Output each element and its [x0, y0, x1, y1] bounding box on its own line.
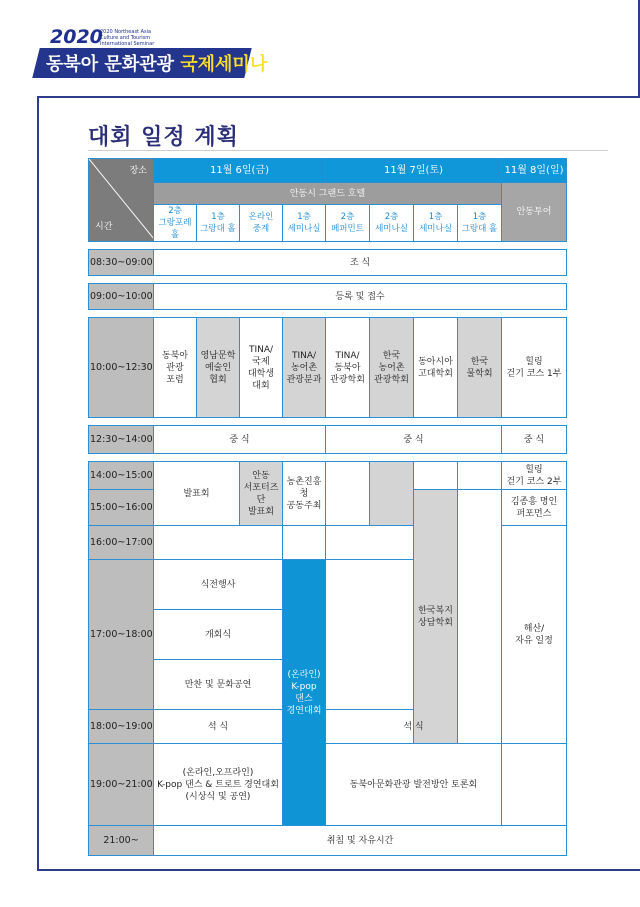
- time-cell: 18:00~19:00: [89, 710, 154, 744]
- event-session-9: 힐링 걷기 코스 1부: [502, 318, 567, 418]
- room-8: 1층 그랑대 홀: [458, 205, 502, 242]
- row-1800: [89, 710, 567, 744]
- schedule-table: [88, 158, 567, 856]
- room-1: 2층 그랑포레 홀: [154, 205, 197, 242]
- row-0900: [89, 284, 567, 310]
- seminar-logo: [36, 26, 268, 96]
- row-1400: [89, 462, 567, 490]
- event-kpop-trot-contest: (온라인,오프라인) K-pop 댄스 & 트로트 경연대회 (시상식 및 공연): [154, 744, 283, 826]
- title-divider: [88, 150, 608, 151]
- event-dismiss: 해산/ 자유 일정: [502, 526, 567, 744]
- room-6: 2층 세미나실: [370, 205, 414, 242]
- row-1000: [89, 318, 567, 418]
- empty-cell: [458, 490, 502, 744]
- time-cell: 10:00~12:30: [89, 318, 154, 418]
- header-venue-row: [89, 183, 567, 205]
- event-kim-performance: 김종흥 명인 퍼포먼스: [502, 490, 567, 526]
- room-3: 온라인 중계: [240, 205, 283, 242]
- row-1900: [89, 744, 567, 826]
- row-0830: [89, 250, 567, 276]
- time-cell: 19:00~21:00: [89, 744, 154, 826]
- room-2: 1층 그랑대 홀: [197, 205, 240, 242]
- date-day3: 11월 8일(일): [502, 159, 567, 183]
- frame-left-line: [37, 96, 39, 871]
- event-opening: 개회식: [154, 610, 283, 660]
- date-day2: 11월 7일(토): [326, 159, 502, 183]
- event-dinner-day1: 석 식: [154, 710, 283, 744]
- event-lunch-day3: 중 식: [502, 426, 567, 454]
- event-kpop-online: (온라인) K-pop 댄스 경연대회: [283, 560, 326, 826]
- event-dinner-culture: 만찬 및 문화공연: [154, 660, 283, 710]
- time-cell: 14:00~15:00: [89, 462, 154, 490]
- event-rest: 취침 및 자유시간: [154, 826, 567, 856]
- time-cell: 17:00~18:00: [89, 560, 154, 710]
- event-dinner-day2: 석 식: [326, 710, 502, 744]
- room-7: 1층 세미나실: [414, 205, 458, 242]
- logo-main-title: [46, 50, 267, 76]
- header-corner: [89, 159, 154, 242]
- spacer-row: [89, 418, 567, 426]
- event-pre-ceremony: 식전행사: [154, 560, 283, 610]
- time-cell: 21:00~: [89, 826, 154, 856]
- place-label: 장소: [129, 166, 147, 176]
- spacer-row: [89, 310, 567, 318]
- spacer-row: [89, 454, 567, 462]
- shaded-cell: [370, 462, 414, 526]
- logo-title-main: 동북아 문화관광: [46, 54, 174, 75]
- event-session-6: 한국 농어촌 관광학회: [370, 318, 414, 418]
- time-cell: 12:30~14:00: [89, 426, 154, 454]
- event-healing-2: 힐링 걷기 코스 2부: [502, 462, 567, 490]
- empty-cell: [154, 526, 283, 560]
- empty-cell: [458, 462, 502, 490]
- event-rural: 농촌진흥청 공동주최: [283, 462, 326, 526]
- event-session-8: 한국 물학회: [458, 318, 502, 418]
- header-dates-row: [89, 159, 567, 183]
- empty-cell: [502, 744, 567, 826]
- day3-place: 안동투어: [502, 183, 567, 242]
- logo-title-accent: 국제세미나: [180, 54, 268, 75]
- empty-cell: [326, 560, 414, 710]
- empty-cell: [283, 526, 326, 560]
- event-welfare-counseling: 한국복지 상담학회: [414, 490, 458, 744]
- event-presentation: 발표회: [154, 462, 240, 526]
- event-andong-supporters: 안동 서포터즈단 발표회: [240, 462, 283, 526]
- spacer: [89, 418, 567, 426]
- event-forum: 동북아문화관광 발전방안 토론회: [326, 744, 502, 826]
- spacer: [89, 276, 567, 284]
- time-cell: 09:00~10:00: [89, 284, 154, 310]
- frame-bottom-line: [37, 869, 640, 871]
- time-cell: 16:00~17:00: [89, 526, 154, 560]
- event-lunch-day1: 중 식: [154, 426, 326, 454]
- event-session-4: TINA/ 농어촌 관광분과: [283, 318, 326, 418]
- spacer-row: [89, 276, 567, 284]
- room-5: 2층 페퍼민트: [326, 205, 370, 242]
- room-4: 1층 세미나실: [283, 205, 326, 242]
- event-session-3: TINA/ 국제 대학생 대회: [240, 318, 283, 418]
- spacer: [89, 454, 567, 462]
- frame-top-line: [37, 96, 640, 98]
- event-session-7: 동아시아 고대학회: [414, 318, 458, 418]
- event-breakfast: 조 식: [154, 250, 567, 276]
- date-day1: 11월 6일(금): [154, 159, 326, 183]
- event-lunch-day2: 중 식: [326, 426, 502, 454]
- event-session-2: 영남문학 예술인 협회: [197, 318, 240, 418]
- empty-cell: [326, 462, 370, 526]
- row-1230: [89, 426, 567, 454]
- time-cell: 15:00~16:00: [89, 490, 154, 526]
- empty-cell: [326, 526, 414, 560]
- row-2100: [89, 826, 567, 856]
- spacer-row: [89, 242, 567, 250]
- time-cell: 08:30~09:00: [89, 250, 154, 276]
- spacer: [89, 242, 567, 250]
- event-session-1: 동북아 관광 포럼: [154, 318, 197, 418]
- event-registration: 등록 및 접수: [154, 284, 567, 310]
- empty-cell: [414, 462, 458, 490]
- logo-year: 2020: [50, 26, 103, 48]
- header-rooms-row: [89, 205, 567, 242]
- spacer: [89, 310, 567, 318]
- time-label: 시간: [95, 222, 113, 232]
- event-session-5: TINA/ 동북아 관광학회: [326, 318, 370, 418]
- venue-name: 안동시 그랜드 호텔: [154, 183, 502, 205]
- logo-subtitle: 2020 Northeast Asia Culture and Tourism International Seminar: [100, 29, 155, 47]
- page-title: 대회 일정 계획: [88, 125, 239, 150]
